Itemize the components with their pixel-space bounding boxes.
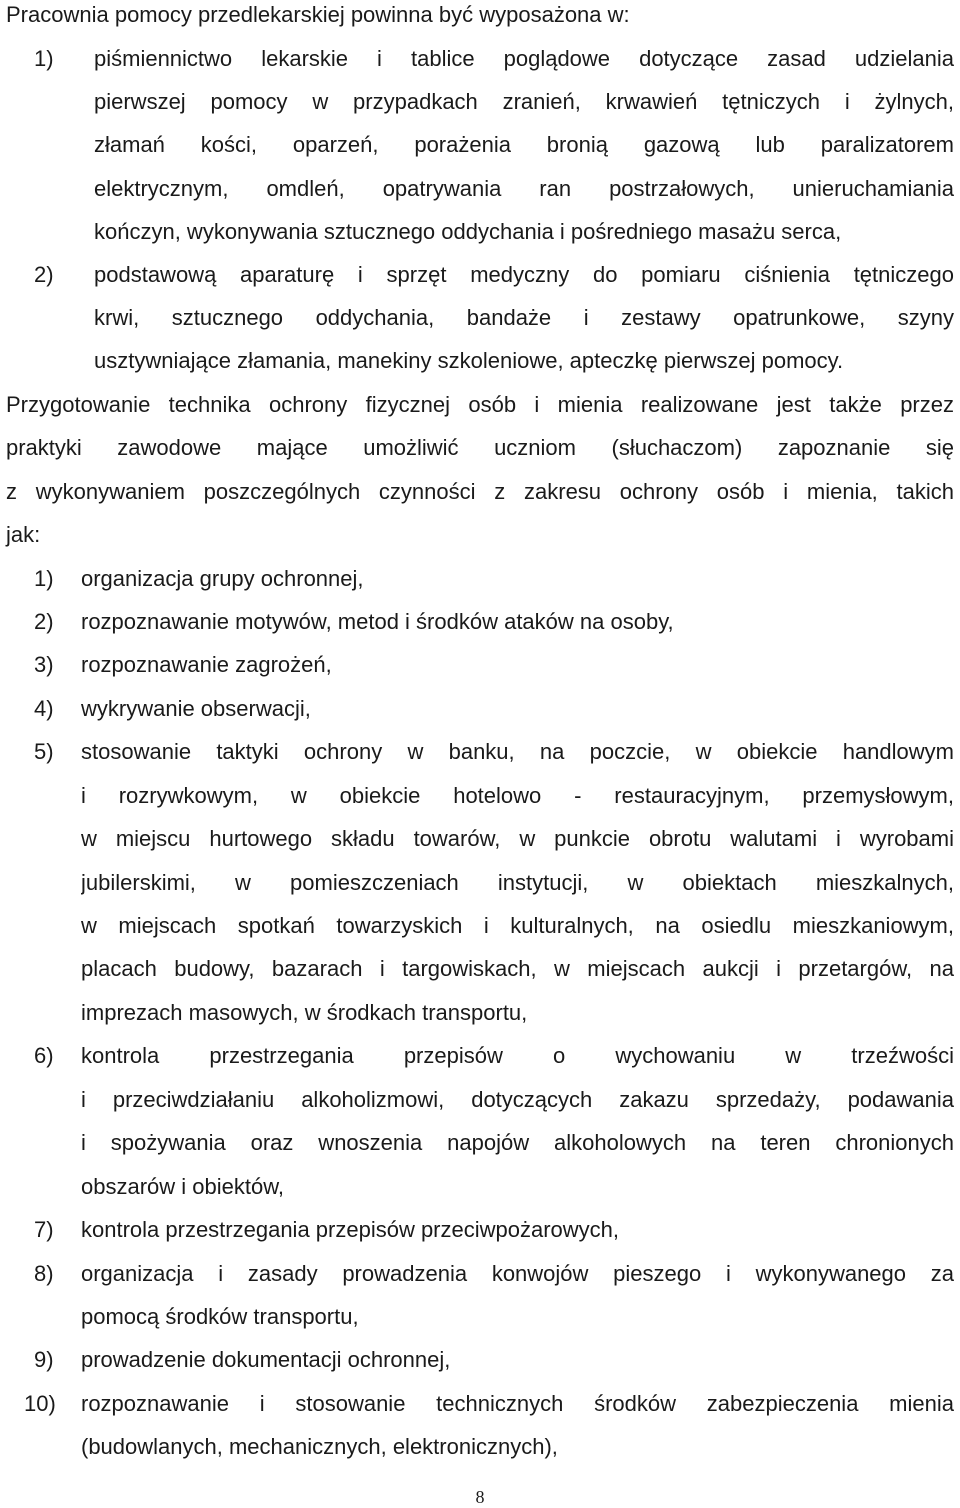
paragraph-line-2: praktyki zawodowe mające umożliwić uczniom (słuchaczom) zapoznanie się <box>6 435 954 460</box>
list2-item-2-line-1: rozpoznawanie motywów, metod i środków ataków na osoby, <box>81 609 674 634</box>
paragraph-line-4: jak: <box>6 522 41 547</box>
list2-item-10-line-1: rozpoznawanie i stosowanie technicznych środków zabezpieczenia mienia <box>81 1391 954 1416</box>
list1-intro: Pracownia pomocy przedlekarskiej powinna być wyposażona w: <box>6 2 630 27</box>
list2-item-4-number: 4) <box>34 696 54 721</box>
page-number: 8 <box>475 1487 485 1507</box>
list2-item-7-line-1: kontrola przestrzegania przepisów przeciwpożarowych, <box>81 1217 620 1242</box>
list2-item-6-line-3: i spożywania oraz wnoszenia napojów alkoholowych na teren chronionych <box>81 1130 954 1155</box>
list2-item-3-line-1: rozpoznawanie zagrożeń, <box>81 652 332 677</box>
list2-item-8-line-2: pomocą środków transportu, <box>81 1304 359 1329</box>
paragraph-line-1: Przygotowanie technika ochrony fizycznej osób i mienia realizowane jest także przez <box>6 392 954 417</box>
list2-item-7-number: 7) <box>34 1217 54 1242</box>
list2-item-1-number: 1) <box>34 566 54 591</box>
list2-item-6-line-2: i przeciwdziałaniu alkoholizmowi, dotyczących zakazu sprzedaży, podawania <box>81 1087 954 1112</box>
list1-item-2-line-1: podstawową aparaturę i sprzęt medyczny do pomiaru ciśnienia tętniczego <box>94 262 954 287</box>
list2-item-2-number: 2) <box>34 609 54 634</box>
list2-item-10-number: 10) <box>24 1391 56 1416</box>
list1-item-1-line-1: piśmiennictwo lekarskie i tablice poglądowe dotyczące zasad udzielania <box>94 46 954 71</box>
list1-item-1-line-3: złamań kości, oparzeń, porażenia bronią gazową lub paralizatorem <box>94 132 954 157</box>
list2-item-5-line-5: w miejscach spotkań towarzyskich i kulturalnych, na osiedlu mieszkaniowym, <box>81 913 954 938</box>
list1-item-2-number: 2) <box>34 262 54 287</box>
list2-item-5-line-1: stosowanie taktyki ochrony w banku, na poczcie, w obiekcie handlowym <box>81 739 954 764</box>
list2-item-6-number: 6) <box>34 1043 54 1068</box>
list1-item-1-line-4: elektrycznym, omdleń, opatrywania ran postrzałowych, unieruchamiania <box>94 176 954 201</box>
list2-item-9-number: 9) <box>34 1347 54 1372</box>
list2-item-8-line-1: organizacja i zasady prowadzenia konwojów pieszego i wykonywanego za <box>81 1261 954 1286</box>
list2-item-6-line-4: obszarów i obiektów, <box>81 1174 284 1199</box>
paragraph-line-3: z wykonywaniem poszczególnych czynności z zakresu ochrony osób i mienia, takich <box>6 479 954 504</box>
list1-item-1-line-5: kończyn, wykonywania sztucznego oddychania i pośredniego masażu serca, <box>94 219 842 244</box>
list2-item-4-line-1: wykrywanie obserwacji, <box>81 696 311 721</box>
list2-item-5-line-4: jubilerskimi, w pomieszczeniach instytucji, w obiektach mieszkalnych, <box>81 870 954 895</box>
list2-item-10-line-2: (budowlanych, mechanicznych, elektronicznych), <box>81 1434 558 1459</box>
list1-item-2-line-2: krwi, sztucznego oddychania, bandaże i zestawy opatrunkowe, szyny <box>94 305 954 330</box>
list2-item-5-line-2: i rozrywkowym, w obiekcie hotelowo - restauracyjnym, przemysłowym, <box>81 783 954 808</box>
list2-item-5-number: 5) <box>34 739 54 764</box>
list1-item-2-line-3: usztywniające złamania, manekiny szkoleniowe, apteczkę pierwszej pomocy. <box>94 348 844 373</box>
list2-item-5-line-7: imprezach masowych, w środkach transportu, <box>81 1000 528 1025</box>
list1-item-1-line-2: pierwszej pomocy w przypadkach zranień, krwawień tętniczych i żylnych, <box>94 89 954 114</box>
list2-item-5-line-3: w miejscu hurtowego składu towarów, w punkcie obrotu walutami i wyrobami <box>81 826 954 851</box>
list2-item-9-line-1: prowadzenie dokumentacji ochronnej, <box>81 1347 451 1372</box>
list2-item-6-line-1: kontrola przestrzegania przepisów o wychowaniu w trzeźwości <box>81 1043 954 1068</box>
list2-item-5-line-6: placach budowy, bazarach i targowiskach, w miejscach aukcji i przetargów, na <box>81 956 954 981</box>
list2-item-3-number: 3) <box>34 652 54 677</box>
list1-item-1-number: 1) <box>34 46 54 71</box>
list2-item-8-number: 8) <box>34 1261 54 1286</box>
list2-item-1-line-1: organizacja grupy ochronnej, <box>81 566 364 591</box>
